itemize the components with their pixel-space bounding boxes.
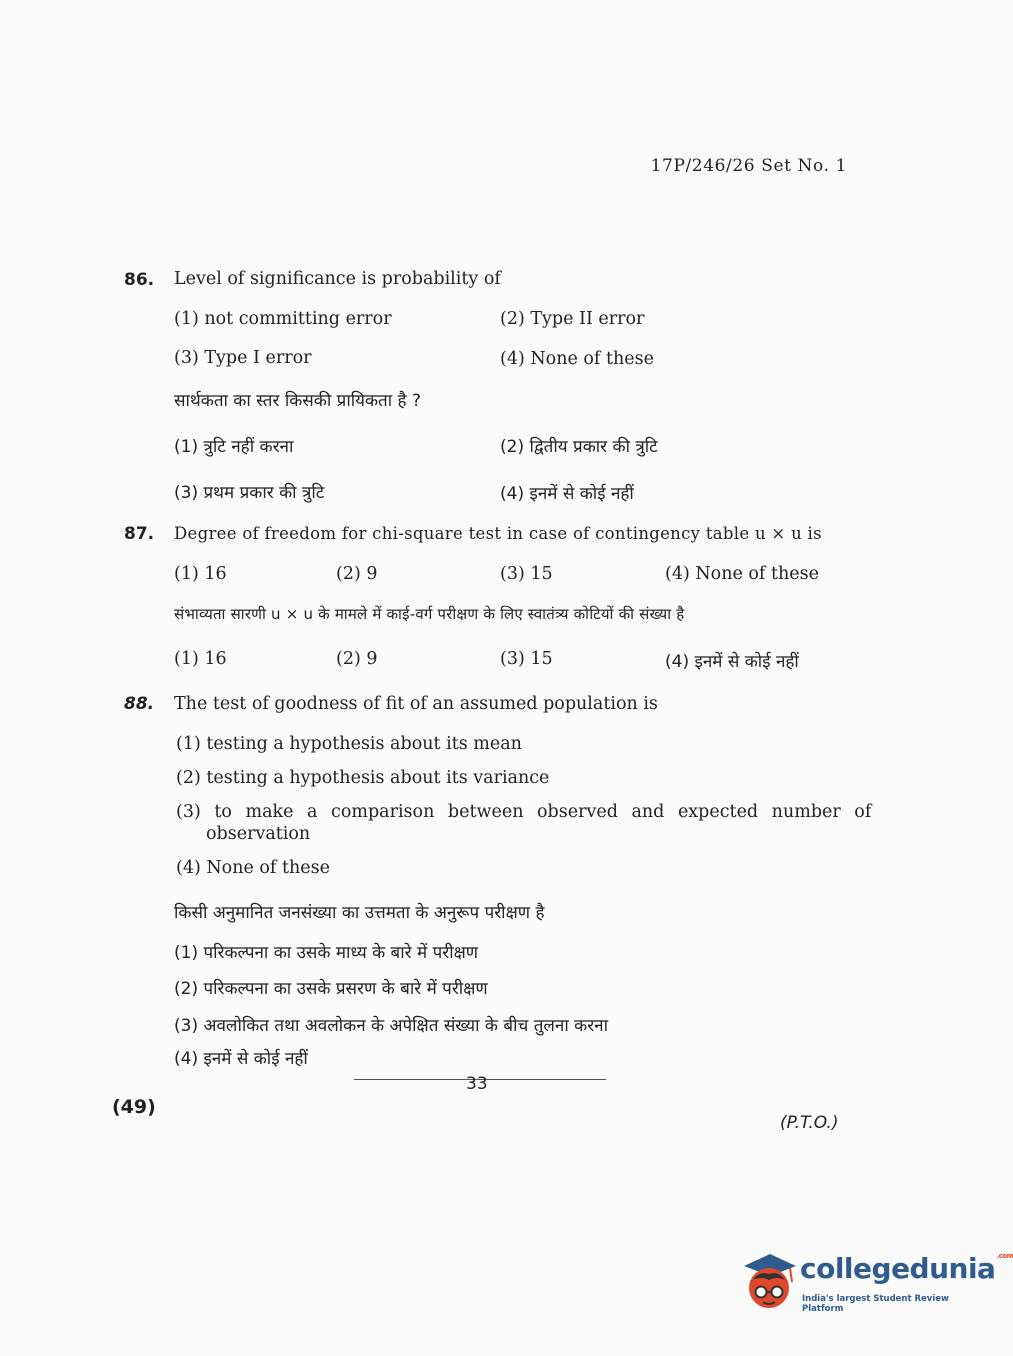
q88-option-2-en: (2) testing a hypothesis about its variance (176, 768, 550, 788)
q86-option-4-hi: (4) इनमें से कोई नहीं (500, 484, 634, 504)
footer-left-code: (49) (112, 1096, 156, 1118)
mascot-icon (740, 1250, 798, 1312)
question-number-87: 87. (124, 524, 155, 544)
q87-option-2-hi: (2) 9 (336, 649, 378, 669)
q86-option-2-en: (2) Type II error (500, 309, 645, 329)
question-number-88: 88. (124, 694, 155, 714)
question-86-text-hi: सार्थकता का स्तर किसकी प्रायिकता है ? (174, 391, 421, 411)
q87-option-2-en: (2) 9 (336, 564, 378, 584)
q87-option-3-en: (3) 15 (500, 564, 553, 584)
q88-option-3-en: (3) to make a comparison between observed and expected number of (176, 802, 872, 822)
q87-option-1-en: (1) 16 (174, 564, 227, 584)
q87-option-1-hi: (1) 16 (174, 649, 227, 669)
q88-option-1-hi: (1) परिकल्पना का उसके माध्य के बारे में परीक्षण (174, 943, 479, 963)
q88-option-3-hi: (3) अवलोकित तथा अवलोकन के अपेक्षित संख्या के बीच तुलना करना (174, 1016, 608, 1036)
q88-option-4-en: (4) None of these (176, 858, 330, 878)
q86-option-2-hi: (2) द्वितीय प्रकार की त्रुटि (500, 437, 658, 457)
q88-option-4-hi: (4) इनमें से कोई नहीं (174, 1049, 308, 1069)
q87-option-3-hi: (3) 15 (500, 649, 553, 669)
question-86-text-en: Level of significance is probability of (174, 269, 501, 289)
question-88-text-en: The test of goodness of fit of an assumed population is (174, 694, 658, 714)
question-87-text-en: Degree of freedom for chi-square test in case of contingency table u × u is (174, 524, 822, 543)
q88-option-3-en-continued: observation (206, 824, 311, 844)
collegedunia-logo (740, 1250, 1013, 1320)
question-number-86: 86. (124, 270, 155, 290)
page-number: 33 (466, 1074, 488, 1094)
q86-option-3-hi: (3) प्रथम प्रकार की त्रुटि (174, 483, 325, 503)
q86-option-3-en: (3) Type I error (174, 348, 312, 368)
q88-option-2-hi: (2) परिकल्पना का उसके प्रसरण के बारे में परीक्षण (174, 979, 488, 999)
q87-option-4-en: (4) None of these (665, 564, 819, 584)
logo-tagline: India's largest Student Review Platform (802, 1294, 949, 1314)
q86-option-1-en: (1) not committing error (174, 309, 392, 329)
q88-option-1-en: (1) testing a hypothesis about its mean (176, 734, 522, 754)
question-87-text-hi: संभाव्यता सारणी u × u के मामले में काई-वर्ग परीक्षण के लिए स्वातंत्र्य कोटियों की संख्या है (174, 605, 685, 623)
question-88-text-hi: किसी अनुमानित जनसंख्या का उत्तमता के अनुरूप परीक्षण है (174, 903, 545, 923)
q87-option-4-hi: (4) इनमें से कोई नहीं (665, 652, 799, 672)
logo-wordmark: collegedunia$^{.com}$ (800, 1252, 1013, 1285)
pto-label: (P.T.O.) (780, 1113, 839, 1133)
q86-option-4-en: (4) None of these (500, 349, 654, 369)
paper-code: 17P/246/26 Set No. 1 (650, 156, 847, 176)
q86-option-1-hi: (1) त्रुटि नहीं करना (174, 437, 294, 457)
